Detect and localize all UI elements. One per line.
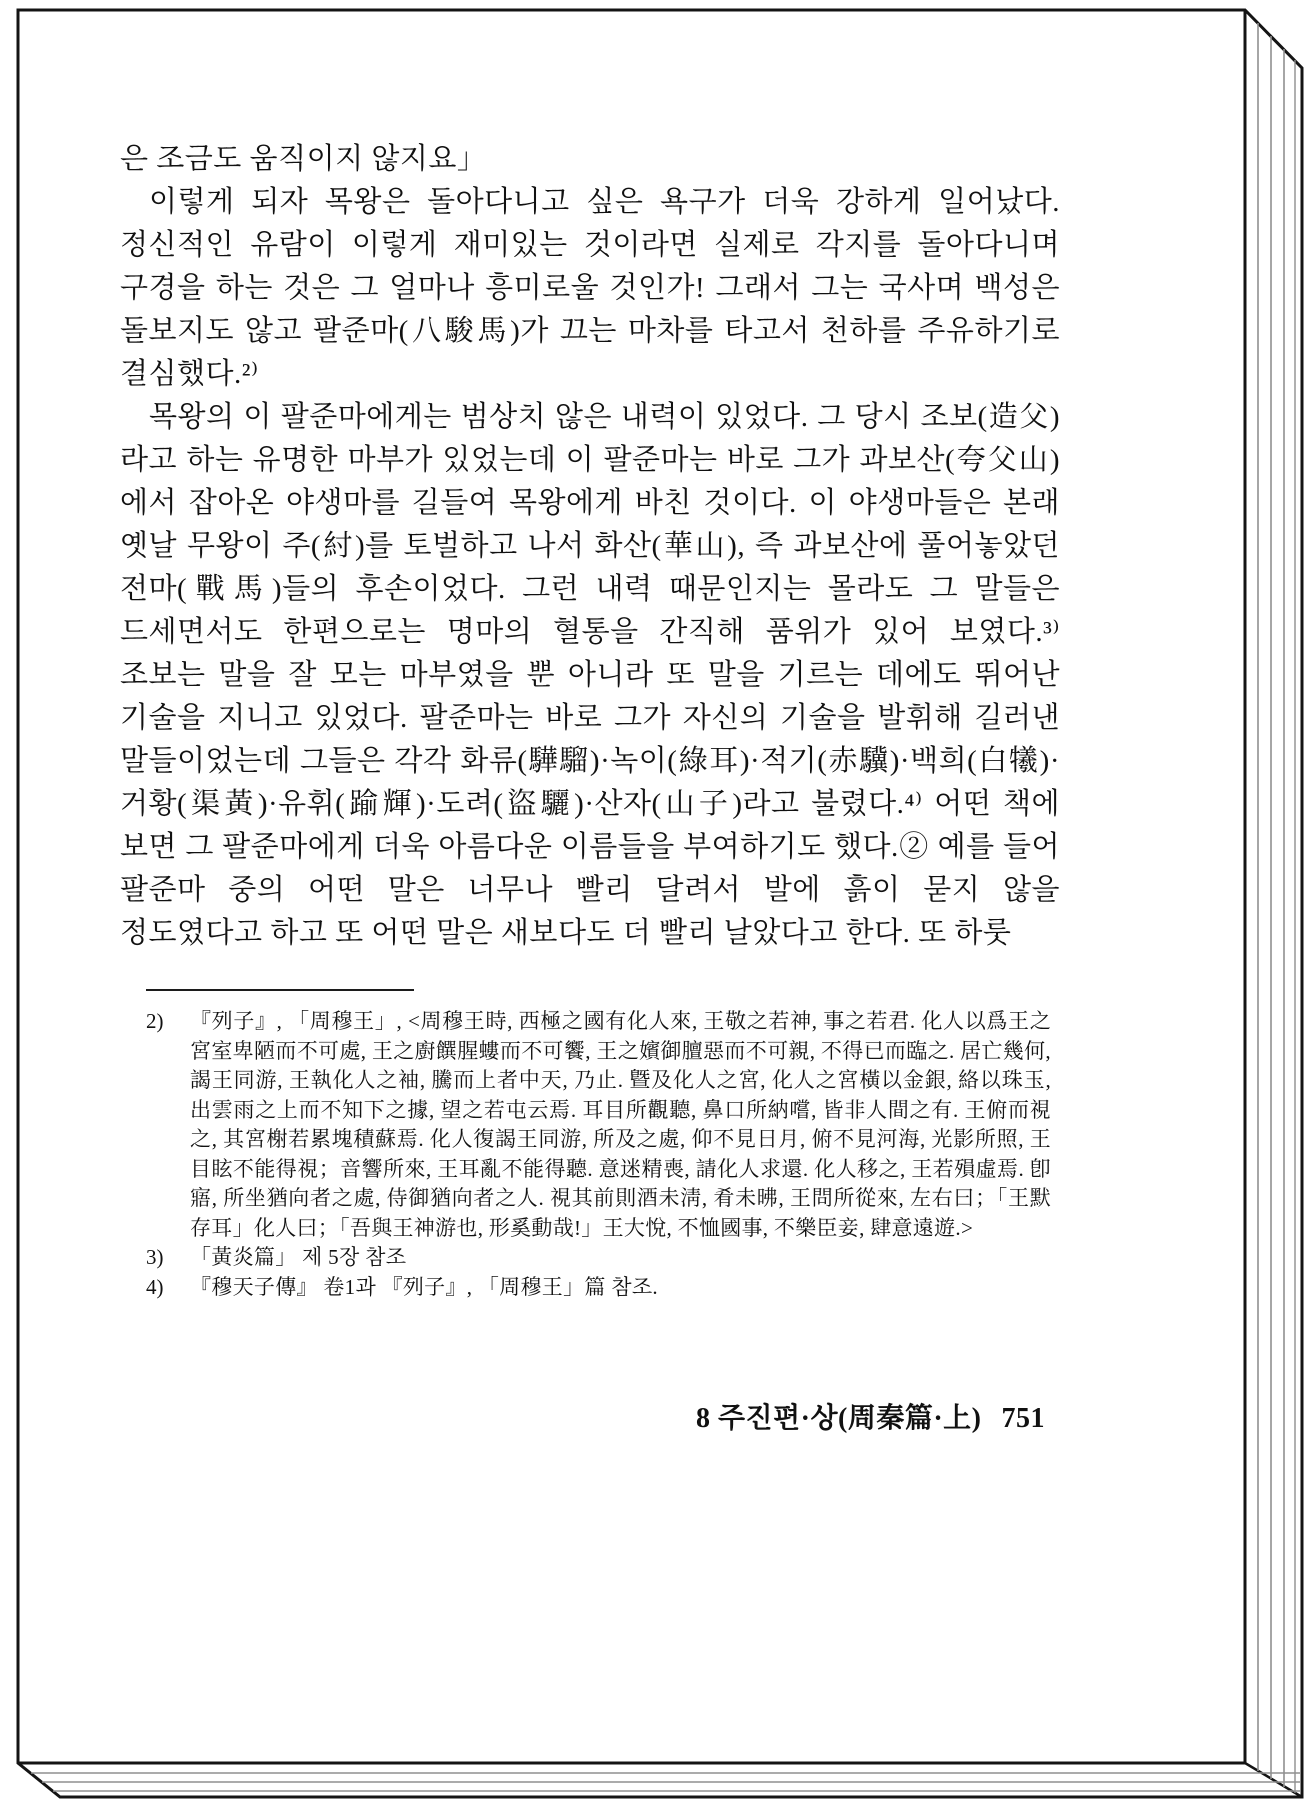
page-number: 751 (1001, 1403, 1045, 1434)
page-content (120, 138, 1060, 1302)
footnote-marker: 3) (146, 1245, 164, 1269)
page-footer (120, 1396, 1045, 1436)
footnote-divider (146, 989, 414, 991)
body-paragraph: 이렇게 되자 목왕은 돌아다니고 싶은 욕구가 더욱 강하게 일어났다. 정신적인 유람이 이렇게 재미있는 것이라면 실제로 각지를 돌아다니며 구경을 하는 것은 그 얼마나 흥미로울 것인가! 그래서 그는 국사며 백성은 돌보지도 않고 팔준마(八駿馬)가 끄는 마차를 타고서 천하를 주유하기로 결심했다.²⁾ (120, 186, 1060, 390)
footnote-item (146, 1273, 1051, 1303)
chapter-title: 8 주진편·상(周秦篇·上) (695, 1403, 982, 1434)
footnote-text: 「黃炎篇」 제 5장 참조 (190, 1245, 407, 1269)
body-paragraph-continuation: 은 조금도 움직이지 않지요」 (120, 143, 487, 175)
footnote-text: 『列子』, 「周穆王」, <周穆王時, 西極之國有化人來, 王敬之若神, 事之若君. 化人以爲王之宮室卑陋而不可處, 王之廚饌腥螻而不可饗, 王之嬪御膻惡而不可親, 不得已而臨之. 居亡幾何, 謁王同游, 王執化人之袖, 騰而上者中天, 乃止. 曁及化人之宮, 化人之宮橫以金銀, 絡以珠玉, 出雲雨之上而不知下之據, 望之若屯云焉. 耳目所觀聽, 鼻口所納嚐, 皆非人間之有. 王俯而視之, 其宮榭若累塊積蘇焉. 化人復謁王同游, 所及之處, 仰不見日月, 俯不見河海, 光影所照, 王目眩不能得視；音響所來, 王耳亂不能得聽. 意迷精喪, 請化人求還. 化人移之, 王若殞虛焉. 卽寤, 所坐猶向者之處, 侍御猶向者之人. 視其前則酒未淸, 肴未昲, 王問所從來, 左右曰；「王默存耳」化人曰；「吾與王神游也, 形奚動哉!」王大悅, 不恤國事, 不樂臣妾, 肆意遠遊.> (190, 1009, 1051, 1240)
footnote-marker: 2) (146, 1009, 164, 1033)
body-paragraph: 목왕의 이 팔준마에게는 범상치 않은 내력이 있었다. 그 당시 조보(造父)라고 하는 유명한 마부가 있었는데 이 팔준마는 바로 그가 과보산(夸父山)에서 잡아온 야생마를 길들여 목왕에게 바친 것이다. 이 야생마들은 본래 옛날 무왕이 주(紂)를 토벌하고 나서 화산(華山), 즉 과보산에 풀어놓았던 전마(戰馬)들의 후손이었다. 그런 내력 때문인지는 몰라도 그 말들은 드세면서도 한편으로는 명마의 혈통을 간직해 품위가 있어 보였다.³⁾ 조보는 말을 잘 모는 마부였을 뿐 아니라 또 말을 기르는 데에도 뛰어난 기술을 지니고 있었다. 팔준마는 바로 그가 자신의 기술을 발휘해 길러낸 말들이었는데 그들은 각각 화류(驊騮)·녹이(綠耳)·적기(赤驥)·백희(白犧)·거황(渠黃)·유휘(踰輝)·도려(盜驪)·산자(山子)라고 불렸다.⁴⁾ 어떤 책에 보면 그 팔준마에게 더욱 아름다운 이름들을 부여하기도 했다.② 예를 들어 팔준마 중의 어떤 말은 너무나 빨리 달려서 발에 흙이 묻지 않을 정도였다고 하고 또 어떤 말은 새보다도 더 빨리 날았다고 한다. 또 하룻 (120, 401, 1060, 949)
footnote-marker: 4) (146, 1274, 164, 1299)
footnote-item (146, 1007, 1051, 1243)
footnotes-section (146, 1007, 1051, 1302)
footnote-text: 『穆天子傳』 卷1과 『列子』, 「周穆王」篇 참조. (190, 1274, 658, 1299)
footnote-item (146, 1243, 1051, 1273)
